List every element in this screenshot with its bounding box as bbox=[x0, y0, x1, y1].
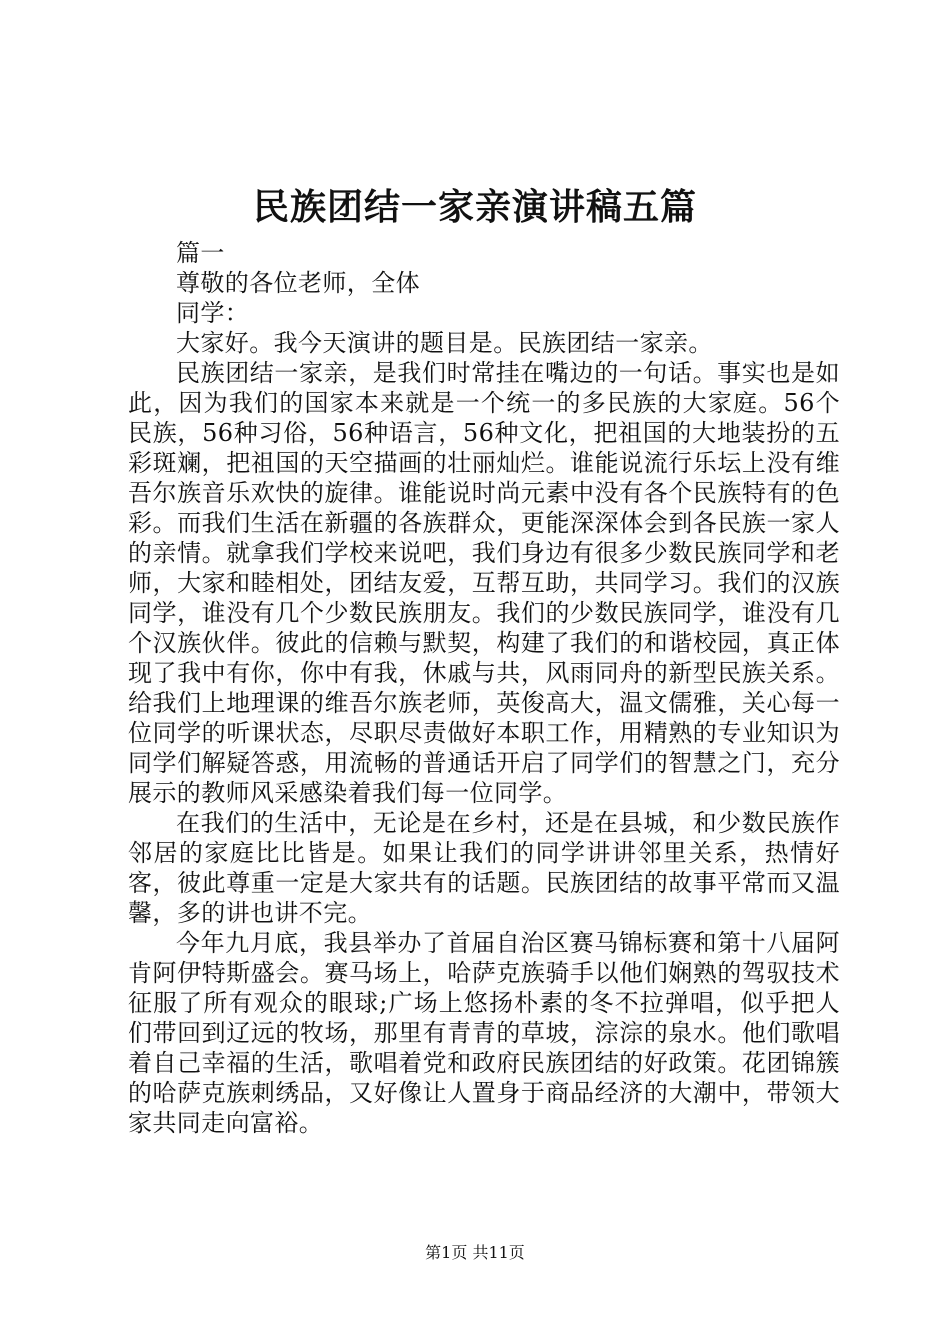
body-paragraph: 大家好。我今天演讲的题目是。民族团结一家亲。 bbox=[176, 329, 713, 357]
body-paragraph: 今年九月底，我县举办了首届自治区赛马锦标赛和第十八届阿肯阿伊特斯盛会。赛马场上，哈萨克族骑手以他们娴熟的驾驭技术征服了所有观众的眼球;广场上悠扬朴素的冬不拉弹唱，似乎把人们带回到辽远的牧场，那里有青青的草坡，淙淙的泉水。他们歌唱着自己幸福的生活，歌唱着党和政府民族团结的好政策。花团锦簇的哈萨克族刺绣品，又好像让人置身于商品经济的大潮中，带领大家共同走向富裕。 bbox=[128, 929, 840, 1137]
salutation-line: 同学： bbox=[176, 299, 250, 327]
document-title: 民族团结一家亲演讲稿五篇 bbox=[252, 186, 697, 228]
section-heading: 篇一 bbox=[176, 239, 225, 267]
document-body bbox=[128, 238, 840, 1138]
body-paragraph: 在我们的生活中，无论是在乡村，还是在县城，和少数民族作邻居的家庭比比皆是。如果让我们的同学讲讲邻里关系，热情好客，彼此尊重一定是大家共有的话题。民族团结的故事平常而又温馨，多的讲也讲不完。 bbox=[128, 809, 840, 927]
page-number-footer: 第1页 共11页 bbox=[425, 1243, 525, 1262]
salutation-line: 尊敬的各位老师，全体 bbox=[176, 269, 420, 297]
body-paragraph: 民族团结一家亲，是我们时常挂在嘴边的一句话。事实也是如此，因为我们的国家本来就是一个统一的多民族的大家庭。56个民族，56种习俗，56种语言，56种文化，把祖国的大地装扮的五彩斑斓，把祖国的天空描画的壮丽灿烂。谁能说流行乐坛上没有维吾尔族音乐欢快的旋律。谁能说时尚元素中没有各个民族特有的色彩。而我们生活在新疆的各族群众，更能深深体会到各民族一家人的亲情。就拿我们学校来说吧，我们身边有很多少数民族同学和老师，大家和睦相处，团结友爱，互帮互助，共同学习。我们的汉族同学，谁没有几个少数民族朋友。我们的少数民族同学，谁没有几个汉族伙伴。彼此的信赖与默契，构建了我们的和谐校园，真正体现了我中有你，你中有我，休戚与共，风雨同舟的新型民族关系。给我们上地理课的维吾尔族老师，英俊高大，温文儒雅，关心每一位同学的听课状态，尽职尽责做好本职工作，用精熟的专业知识为同学们解疑答惑，用流畅的普通话开启了同学们的智慧之门，充分展示的教师风采感染着我们每一位同学。 bbox=[128, 359, 840, 807]
